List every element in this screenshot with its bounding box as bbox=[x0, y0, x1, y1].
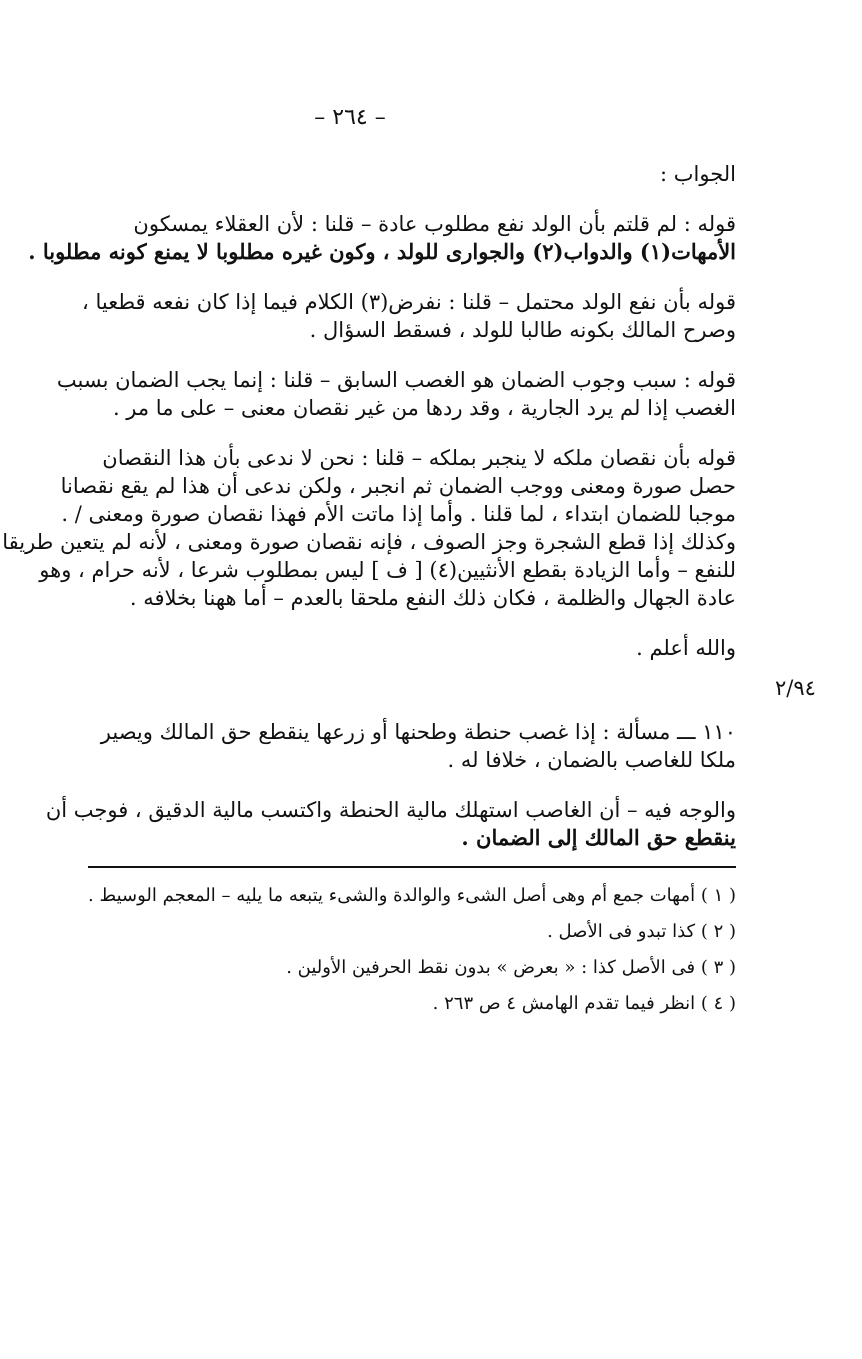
paragraph-line: ١١٠ ـــ مسألة : إذا غصب حنطة وطحنها أو زرعها ينقطع حق المالك ويصير bbox=[100, 720, 736, 744]
paragraph-line: الغصب إذا لم يرد الجارية ، وقد ردها من غير نقصان معنى – على ما مر . bbox=[112, 396, 736, 420]
paragraph-line: وصرح المالك بكونه طالبا للولد ، فسقط السؤال . bbox=[309, 318, 736, 342]
page-body bbox=[2, 150, 736, 1022]
paragraph-line: والله أعلم . bbox=[636, 636, 736, 660]
heading: الجواب : bbox=[660, 162, 736, 186]
paragraph-line: حصل صورة ومعنى ووجب الضمان ثم انجبر ، ولكن ندعى أن هذا لم يقع نقصانا bbox=[60, 474, 736, 498]
paragraph-1 bbox=[28, 210, 736, 266]
paragraph-line: عادة الجهال والظلمة ، فكان ذلك النفع ملحقا بالعدم – أما ههنا بخلافه . bbox=[129, 586, 736, 610]
paragraph-line: ينقطع حق المالك إلى الضمان . bbox=[461, 825, 736, 850]
footnote-1: ( ١ ) أمهات جمع أم وهى أصل الشىء والوالدة والشىء يتبعه ما يليه – المعجم الوسيط . bbox=[88, 885, 736, 906]
masala-paragraph bbox=[88, 718, 736, 774]
page-number: – ٢٦٤ – bbox=[314, 105, 386, 130]
paragraph-line: قوله بأن نقصان ملكه لا ينجبر بملكه – قلنا : نحن لا ندعى بأن هذا النقصان bbox=[102, 446, 736, 470]
paragraph-line: ملكا للغاصب بالضمان ، خلافا له . bbox=[447, 748, 736, 772]
paragraph-line: موجبا للضمان ابتداء ، لما قلنا . وأما إذا ماتت الأم فهذا نقصان صورة ومعنى / . bbox=[61, 502, 736, 526]
paragraph-line: للنفع – وأما الزيادة بقطع الأنثيين(٤) [ ف ] ليس بمطلوب شرعا ، لأنه حرام ، وهو bbox=[39, 558, 736, 582]
footnote-divider bbox=[88, 866, 736, 868]
paragraph-2 bbox=[82, 288, 736, 344]
paragraph-line: والوجه فيه – أن الغاصب استهلك مالية الحنطة واكتسب مالية الدقيق ، فوجب أن bbox=[45, 798, 736, 822]
paragraph-line: قوله : لم قلتم بأن الولد نفع مطلوب عادة – قلنا : لأن العقلاء يمسكون bbox=[133, 212, 736, 236]
paragraph-line: وكذلك إذا قطع الشجرة وجز الصوف ، فإنه نقصان صورة ومعنى ، لأنه لم يتعين طريقا bbox=[2, 530, 736, 554]
footnote-4: ( ٤ ) انظر فيما تقدم الهامش ٤ ص ٢٦٣ . bbox=[432, 993, 736, 1014]
paragraph-line: قوله : سبب وجوب الضمان هو الغصب السابق – قلنا : إنما يجب الضمان بسبب bbox=[56, 368, 736, 392]
wajh-paragraph bbox=[45, 796, 736, 852]
paragraph-5 bbox=[88, 634, 736, 662]
paragraph-line: قوله بأن نفع الولد محتمل – قلنا : نفرض(٣) الكلام فيما إذا كان نفعه قطعيا ، bbox=[82, 290, 736, 314]
footnote-3: ( ٣ ) فى الأصل كذا : « بعرض » بدون نقط الحرفين الأولين . bbox=[286, 957, 736, 978]
footnote-2: ( ٢ ) كذا تبدو فى الأصل . bbox=[547, 921, 736, 942]
paragraph-3 bbox=[56, 366, 736, 422]
paragraph-4 bbox=[2, 444, 736, 612]
paragraph-line: الأمهات(١) والدواب(٢) والجوارى للولد ، وكون غيره مطلوبا لا يمنع كونه مطلوبا . bbox=[28, 239, 736, 264]
margin-note: ٢/٩٤ bbox=[775, 676, 816, 700]
footnotes bbox=[88, 878, 736, 1022]
